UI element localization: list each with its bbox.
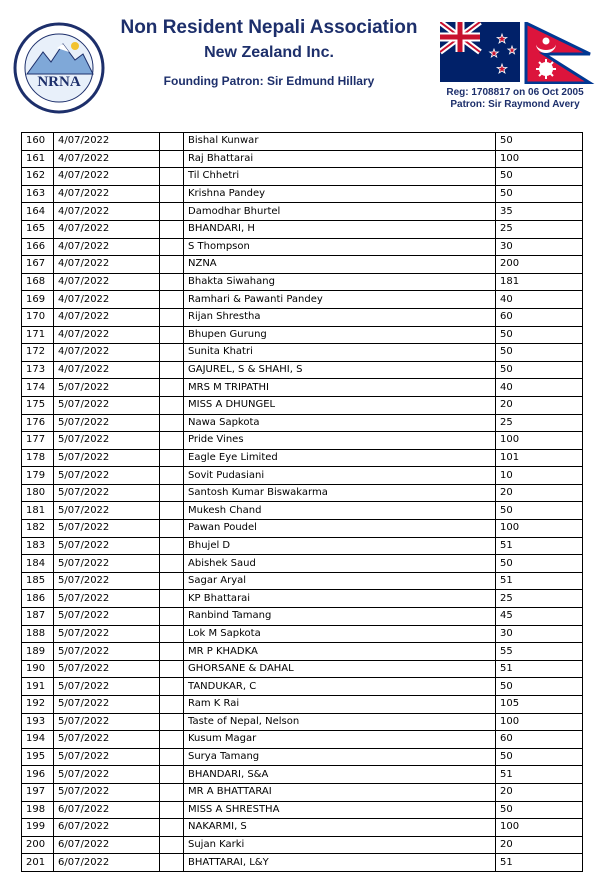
amount-cell: 30 bbox=[496, 625, 583, 643]
donor-name-cell: Til Chhetri bbox=[184, 168, 496, 186]
date-cell: 5/07/2022 bbox=[54, 731, 160, 749]
donor-name-cell: NAKARMI, S bbox=[184, 819, 496, 837]
date-cell: 5/07/2022 bbox=[54, 555, 160, 573]
donor-name-cell: TANDUKAR, C bbox=[184, 678, 496, 696]
spacer-cell bbox=[160, 572, 184, 590]
date-cell: 6/07/2022 bbox=[54, 801, 160, 819]
amount-cell: 105 bbox=[496, 696, 583, 714]
date-cell: 5/07/2022 bbox=[54, 678, 160, 696]
date-cell: 5/07/2022 bbox=[54, 520, 160, 538]
row-number-cell: 191 bbox=[22, 678, 54, 696]
amount-cell: 200 bbox=[496, 256, 583, 274]
spacer-cell bbox=[160, 783, 184, 801]
flags-graphic bbox=[440, 22, 600, 84]
date-cell: 5/07/2022 bbox=[54, 432, 160, 450]
spacer-cell bbox=[160, 133, 184, 151]
table-row bbox=[22, 625, 583, 643]
amount-cell: 25 bbox=[496, 590, 583, 608]
table-row bbox=[22, 801, 583, 819]
table-row bbox=[22, 308, 583, 326]
amount-cell: 60 bbox=[496, 308, 583, 326]
donor-name-cell: Sagar Aryal bbox=[184, 572, 496, 590]
row-number-cell: 189 bbox=[22, 643, 54, 661]
table-row bbox=[22, 572, 583, 590]
date-cell: 6/07/2022 bbox=[54, 836, 160, 854]
row-number-cell: 173 bbox=[22, 361, 54, 379]
date-cell: 4/07/2022 bbox=[54, 203, 160, 221]
row-number-cell: 168 bbox=[22, 273, 54, 291]
table-row bbox=[22, 414, 583, 432]
amount-cell: 100 bbox=[496, 432, 583, 450]
donor-name-cell: KP Bhattarai bbox=[184, 590, 496, 608]
table-row bbox=[22, 748, 583, 766]
donor-name-cell: Mukesh Chand bbox=[184, 502, 496, 520]
row-number-cell: 190 bbox=[22, 660, 54, 678]
row-number-cell: 185 bbox=[22, 572, 54, 590]
row-number-cell: 169 bbox=[22, 291, 54, 309]
spacer-cell bbox=[160, 414, 184, 432]
spacer-cell bbox=[160, 273, 184, 291]
date-cell: 5/07/2022 bbox=[54, 414, 160, 432]
table-row bbox=[22, 432, 583, 450]
table-row bbox=[22, 291, 583, 309]
row-number-cell: 174 bbox=[22, 379, 54, 397]
donor-name-cell: GHORSANE & DAHAL bbox=[184, 660, 496, 678]
spacer-cell bbox=[160, 854, 184, 872]
row-number-cell: 183 bbox=[22, 537, 54, 555]
row-number-cell: 166 bbox=[22, 238, 54, 256]
amount-cell: 51 bbox=[496, 854, 583, 872]
amount-cell: 50 bbox=[496, 748, 583, 766]
donor-name-cell: Eagle Eye Limited bbox=[184, 449, 496, 467]
table-row bbox=[22, 520, 583, 538]
row-number-cell: 179 bbox=[22, 467, 54, 485]
date-cell: 4/07/2022 bbox=[54, 220, 160, 238]
amount-cell: 25 bbox=[496, 414, 583, 432]
spacer-cell bbox=[160, 696, 184, 714]
spacer-cell bbox=[160, 168, 184, 186]
donations-table-body bbox=[22, 133, 583, 872]
amount-cell: 50 bbox=[496, 801, 583, 819]
spacer-cell bbox=[160, 836, 184, 854]
row-number-cell: 167 bbox=[22, 256, 54, 274]
amount-cell: 45 bbox=[496, 608, 583, 626]
date-cell: 4/07/2022 bbox=[54, 168, 160, 186]
amount-cell: 50 bbox=[496, 133, 583, 151]
donor-name-cell: Sujan Karki bbox=[184, 836, 496, 854]
date-cell: 5/07/2022 bbox=[54, 643, 160, 661]
patron-line: Patron: Sir Raymond Avery bbox=[450, 99, 580, 110]
table-row bbox=[22, 731, 583, 749]
registration-info bbox=[440, 87, 590, 111]
date-cell: 5/07/2022 bbox=[54, 502, 160, 520]
date-cell: 5/07/2022 bbox=[54, 396, 160, 414]
row-number-cell: 194 bbox=[22, 731, 54, 749]
date-cell: 5/07/2022 bbox=[54, 572, 160, 590]
row-number-cell: 198 bbox=[22, 801, 54, 819]
row-number-cell: 186 bbox=[22, 590, 54, 608]
donor-name-cell: BHANDARI, S&A bbox=[184, 766, 496, 784]
date-cell: 4/07/2022 bbox=[54, 308, 160, 326]
row-number-cell: 164 bbox=[22, 203, 54, 221]
spacer-cell bbox=[160, 537, 184, 555]
table-row bbox=[22, 660, 583, 678]
date-cell: 5/07/2022 bbox=[54, 713, 160, 731]
row-number-cell: 163 bbox=[22, 185, 54, 203]
row-number-cell: 170 bbox=[22, 308, 54, 326]
amount-cell: 50 bbox=[496, 168, 583, 186]
table-row bbox=[22, 608, 583, 626]
row-number-cell: 180 bbox=[22, 484, 54, 502]
spacer-cell bbox=[160, 608, 184, 626]
nrna-logo bbox=[13, 22, 105, 114]
spacer-cell bbox=[160, 361, 184, 379]
date-cell: 4/07/2022 bbox=[54, 133, 160, 151]
row-number-cell: 161 bbox=[22, 150, 54, 168]
row-number-cell: 188 bbox=[22, 625, 54, 643]
amount-cell: 181 bbox=[496, 273, 583, 291]
spacer-cell bbox=[160, 484, 184, 502]
spacer-cell bbox=[160, 520, 184, 538]
table-row bbox=[22, 854, 583, 872]
date-cell: 4/07/2022 bbox=[54, 326, 160, 344]
row-number-cell: 176 bbox=[22, 414, 54, 432]
donor-name-cell: Rijan Shrestha bbox=[184, 308, 496, 326]
row-number-cell: 172 bbox=[22, 344, 54, 362]
date-cell: 6/07/2022 bbox=[54, 819, 160, 837]
donor-name-cell: Raj Bhattarai bbox=[184, 150, 496, 168]
date-cell: 5/07/2022 bbox=[54, 379, 160, 397]
founding-patron: Founding Patron: Sir Edmund Hillary bbox=[163, 74, 375, 88]
donor-name-cell: Ranbind Tamang bbox=[184, 608, 496, 626]
amount-cell: 25 bbox=[496, 220, 583, 238]
spacer-cell bbox=[160, 502, 184, 520]
donor-name-cell: GAJUREL, S & SHAHI, S bbox=[184, 361, 496, 379]
table-row bbox=[22, 713, 583, 731]
table-row bbox=[22, 396, 583, 414]
amount-cell: 100 bbox=[496, 520, 583, 538]
date-cell: 5/07/2022 bbox=[54, 449, 160, 467]
spacer-cell bbox=[160, 379, 184, 397]
row-number-cell: 200 bbox=[22, 836, 54, 854]
spacer-cell bbox=[160, 308, 184, 326]
donor-name-cell: MISS A SHRESTHA bbox=[184, 801, 496, 819]
row-number-cell: 184 bbox=[22, 555, 54, 573]
date-cell: 5/07/2022 bbox=[54, 590, 160, 608]
spacer-cell bbox=[160, 449, 184, 467]
spacer-cell bbox=[160, 238, 184, 256]
row-number-cell: 177 bbox=[22, 432, 54, 450]
table-row bbox=[22, 326, 583, 344]
donor-name-cell: MR A BHATTARAI bbox=[184, 783, 496, 801]
date-cell: 4/07/2022 bbox=[54, 238, 160, 256]
amount-cell: 50 bbox=[496, 678, 583, 696]
donor-name-cell: MR P KHADKA bbox=[184, 643, 496, 661]
donations-table bbox=[21, 132, 583, 872]
org-subtitle: New Zealand Inc. bbox=[204, 44, 334, 61]
donor-name-cell: Bishal Kunwar bbox=[184, 133, 496, 151]
amount-cell: 100 bbox=[496, 150, 583, 168]
amount-cell: 40 bbox=[496, 291, 583, 309]
amount-cell: 60 bbox=[496, 731, 583, 749]
table-row bbox=[22, 203, 583, 221]
spacer-cell bbox=[160, 256, 184, 274]
amount-cell: 50 bbox=[496, 555, 583, 573]
date-cell: 5/07/2022 bbox=[54, 467, 160, 485]
donor-name-cell: MISS A DHUNGEL bbox=[184, 396, 496, 414]
row-number-cell: 181 bbox=[22, 502, 54, 520]
donor-name-cell: S Thompson bbox=[184, 238, 496, 256]
date-cell: 5/07/2022 bbox=[54, 608, 160, 626]
spacer-cell bbox=[160, 396, 184, 414]
row-number-cell: 162 bbox=[22, 168, 54, 186]
spacer-cell bbox=[160, 819, 184, 837]
donor-name-cell: NZNA bbox=[184, 256, 496, 274]
amount-cell: 50 bbox=[496, 361, 583, 379]
amount-cell: 35 bbox=[496, 203, 583, 221]
table-row bbox=[22, 537, 583, 555]
amount-cell: 51 bbox=[496, 660, 583, 678]
amount-cell: 50 bbox=[496, 344, 583, 362]
spacer-cell bbox=[160, 326, 184, 344]
date-cell: 5/07/2022 bbox=[54, 484, 160, 502]
date-cell: 4/07/2022 bbox=[54, 361, 160, 379]
table-row bbox=[22, 449, 583, 467]
date-cell: 4/07/2022 bbox=[54, 185, 160, 203]
date-cell: 5/07/2022 bbox=[54, 660, 160, 678]
amount-cell: 20 bbox=[496, 484, 583, 502]
date-cell: 6/07/2022 bbox=[54, 854, 160, 872]
amount-cell: 100 bbox=[496, 819, 583, 837]
table-row bbox=[22, 273, 583, 291]
donor-name-cell: Sovit Pudasiani bbox=[184, 467, 496, 485]
donor-name-cell: Bhakta Siwahang bbox=[184, 273, 496, 291]
amount-cell: 101 bbox=[496, 449, 583, 467]
amount-cell: 40 bbox=[496, 379, 583, 397]
table-row bbox=[22, 678, 583, 696]
spacer-cell bbox=[160, 766, 184, 784]
row-number-cell: 178 bbox=[22, 449, 54, 467]
spacer-cell bbox=[160, 555, 184, 573]
date-cell: 5/07/2022 bbox=[54, 766, 160, 784]
amount-cell: 50 bbox=[496, 326, 583, 344]
donor-name-cell: Pride Vines bbox=[184, 432, 496, 450]
nepal-flag-icon bbox=[526, 23, 590, 83]
date-cell: 4/07/2022 bbox=[54, 256, 160, 274]
table-row bbox=[22, 185, 583, 203]
donor-name-cell: Ram K Rai bbox=[184, 696, 496, 714]
amount-cell: 20 bbox=[496, 836, 583, 854]
row-number-cell: 187 bbox=[22, 608, 54, 626]
row-number-cell: 193 bbox=[22, 713, 54, 731]
date-cell: 5/07/2022 bbox=[54, 625, 160, 643]
donor-name-cell: BHATTARAI, L&Y bbox=[184, 854, 496, 872]
date-cell: 5/07/2022 bbox=[54, 748, 160, 766]
donor-name-cell: Taste of Nepal, Nelson bbox=[184, 713, 496, 731]
table-row bbox=[22, 696, 583, 714]
amount-cell: 51 bbox=[496, 572, 583, 590]
spacer-cell bbox=[160, 344, 184, 362]
donor-name-cell: Kusum Magar bbox=[184, 731, 496, 749]
row-number-cell: 171 bbox=[22, 326, 54, 344]
table-row bbox=[22, 836, 583, 854]
spacer-cell bbox=[160, 467, 184, 485]
row-number-cell: 196 bbox=[22, 766, 54, 784]
table-row bbox=[22, 467, 583, 485]
donor-name-cell: Nawa Sapkota bbox=[184, 414, 496, 432]
table-row bbox=[22, 555, 583, 573]
row-number-cell: 175 bbox=[22, 396, 54, 414]
row-number-cell: 192 bbox=[22, 696, 54, 714]
table-row bbox=[22, 502, 583, 520]
date-cell: 5/07/2022 bbox=[54, 696, 160, 714]
spacer-cell bbox=[160, 748, 184, 766]
spacer-cell bbox=[160, 291, 184, 309]
amount-cell: 51 bbox=[496, 537, 583, 555]
row-number-cell: 165 bbox=[22, 220, 54, 238]
amount-cell: 50 bbox=[496, 185, 583, 203]
row-number-cell: 201 bbox=[22, 854, 54, 872]
table-row bbox=[22, 766, 583, 784]
spacer-cell bbox=[160, 660, 184, 678]
spacer-cell bbox=[160, 801, 184, 819]
spacer-cell bbox=[160, 185, 184, 203]
amount-cell: 55 bbox=[496, 643, 583, 661]
table-row bbox=[22, 344, 583, 362]
table-row bbox=[22, 256, 583, 274]
date-cell: 4/07/2022 bbox=[54, 344, 160, 362]
donor-name-cell: BHANDARI, H bbox=[184, 220, 496, 238]
donor-name-cell: Bhupen Gurung bbox=[184, 326, 496, 344]
donor-name-cell: Santosh Kumar Biswakarma bbox=[184, 484, 496, 502]
org-name: Non Resident Nepali Association bbox=[120, 17, 418, 38]
date-cell: 4/07/2022 bbox=[54, 273, 160, 291]
table-row bbox=[22, 361, 583, 379]
date-cell: 5/07/2022 bbox=[54, 537, 160, 555]
spacer-cell bbox=[160, 432, 184, 450]
table-row bbox=[22, 133, 583, 151]
amount-cell: 51 bbox=[496, 766, 583, 784]
donor-name-cell: Lok M Sapkota bbox=[184, 625, 496, 643]
spacer-cell bbox=[160, 643, 184, 661]
table-row bbox=[22, 484, 583, 502]
row-number-cell: 160 bbox=[22, 133, 54, 151]
amount-cell: 20 bbox=[496, 783, 583, 801]
spacer-cell bbox=[160, 678, 184, 696]
spacer-cell bbox=[160, 203, 184, 221]
donor-name-cell: MRS M TRIPATHI bbox=[184, 379, 496, 397]
donor-name-cell: Krishna Pandey bbox=[184, 185, 496, 203]
date-cell: 4/07/2022 bbox=[54, 291, 160, 309]
amount-cell: 50 bbox=[496, 502, 583, 520]
nz-flag-icon bbox=[440, 22, 520, 82]
donor-name-cell: Sunita Khatri bbox=[184, 344, 496, 362]
table-row bbox=[22, 819, 583, 837]
table-row bbox=[22, 590, 583, 608]
row-number-cell: 195 bbox=[22, 748, 54, 766]
table-row bbox=[22, 150, 583, 168]
table-row bbox=[22, 379, 583, 397]
donor-name-cell: Pawan Poudel bbox=[184, 520, 496, 538]
spacer-cell bbox=[160, 150, 184, 168]
donor-name-cell: Abishek Saud bbox=[184, 555, 496, 573]
table-row bbox=[22, 220, 583, 238]
spacer-cell bbox=[160, 590, 184, 608]
registration-line: Reg: 1708817 on 06 Oct 2005 bbox=[446, 87, 584, 98]
amount-cell: 20 bbox=[496, 396, 583, 414]
table-row bbox=[22, 168, 583, 186]
donor-name-cell: Damodhar Bhurtel bbox=[184, 203, 496, 221]
row-number-cell: 182 bbox=[22, 520, 54, 538]
date-cell: 5/07/2022 bbox=[54, 783, 160, 801]
row-number-cell: 197 bbox=[22, 783, 54, 801]
amount-cell: 100 bbox=[496, 713, 583, 731]
table-row bbox=[22, 643, 583, 661]
spacer-cell bbox=[160, 731, 184, 749]
donor-name-cell: Surya Tamang bbox=[184, 748, 496, 766]
spacer-cell bbox=[160, 625, 184, 643]
donor-name-cell: Bhujel D bbox=[184, 537, 496, 555]
table-row bbox=[22, 783, 583, 801]
table-row bbox=[22, 238, 583, 256]
spacer-cell bbox=[160, 220, 184, 238]
date-cell: 4/07/2022 bbox=[54, 150, 160, 168]
row-number-cell: 199 bbox=[22, 819, 54, 837]
amount-cell: 30 bbox=[496, 238, 583, 256]
donor-name-cell: Ramhari & Pawanti Pandey bbox=[184, 291, 496, 309]
spacer-cell bbox=[160, 713, 184, 731]
amount-cell: 10 bbox=[496, 467, 583, 485]
logo-text: NRNA bbox=[37, 74, 81, 90]
